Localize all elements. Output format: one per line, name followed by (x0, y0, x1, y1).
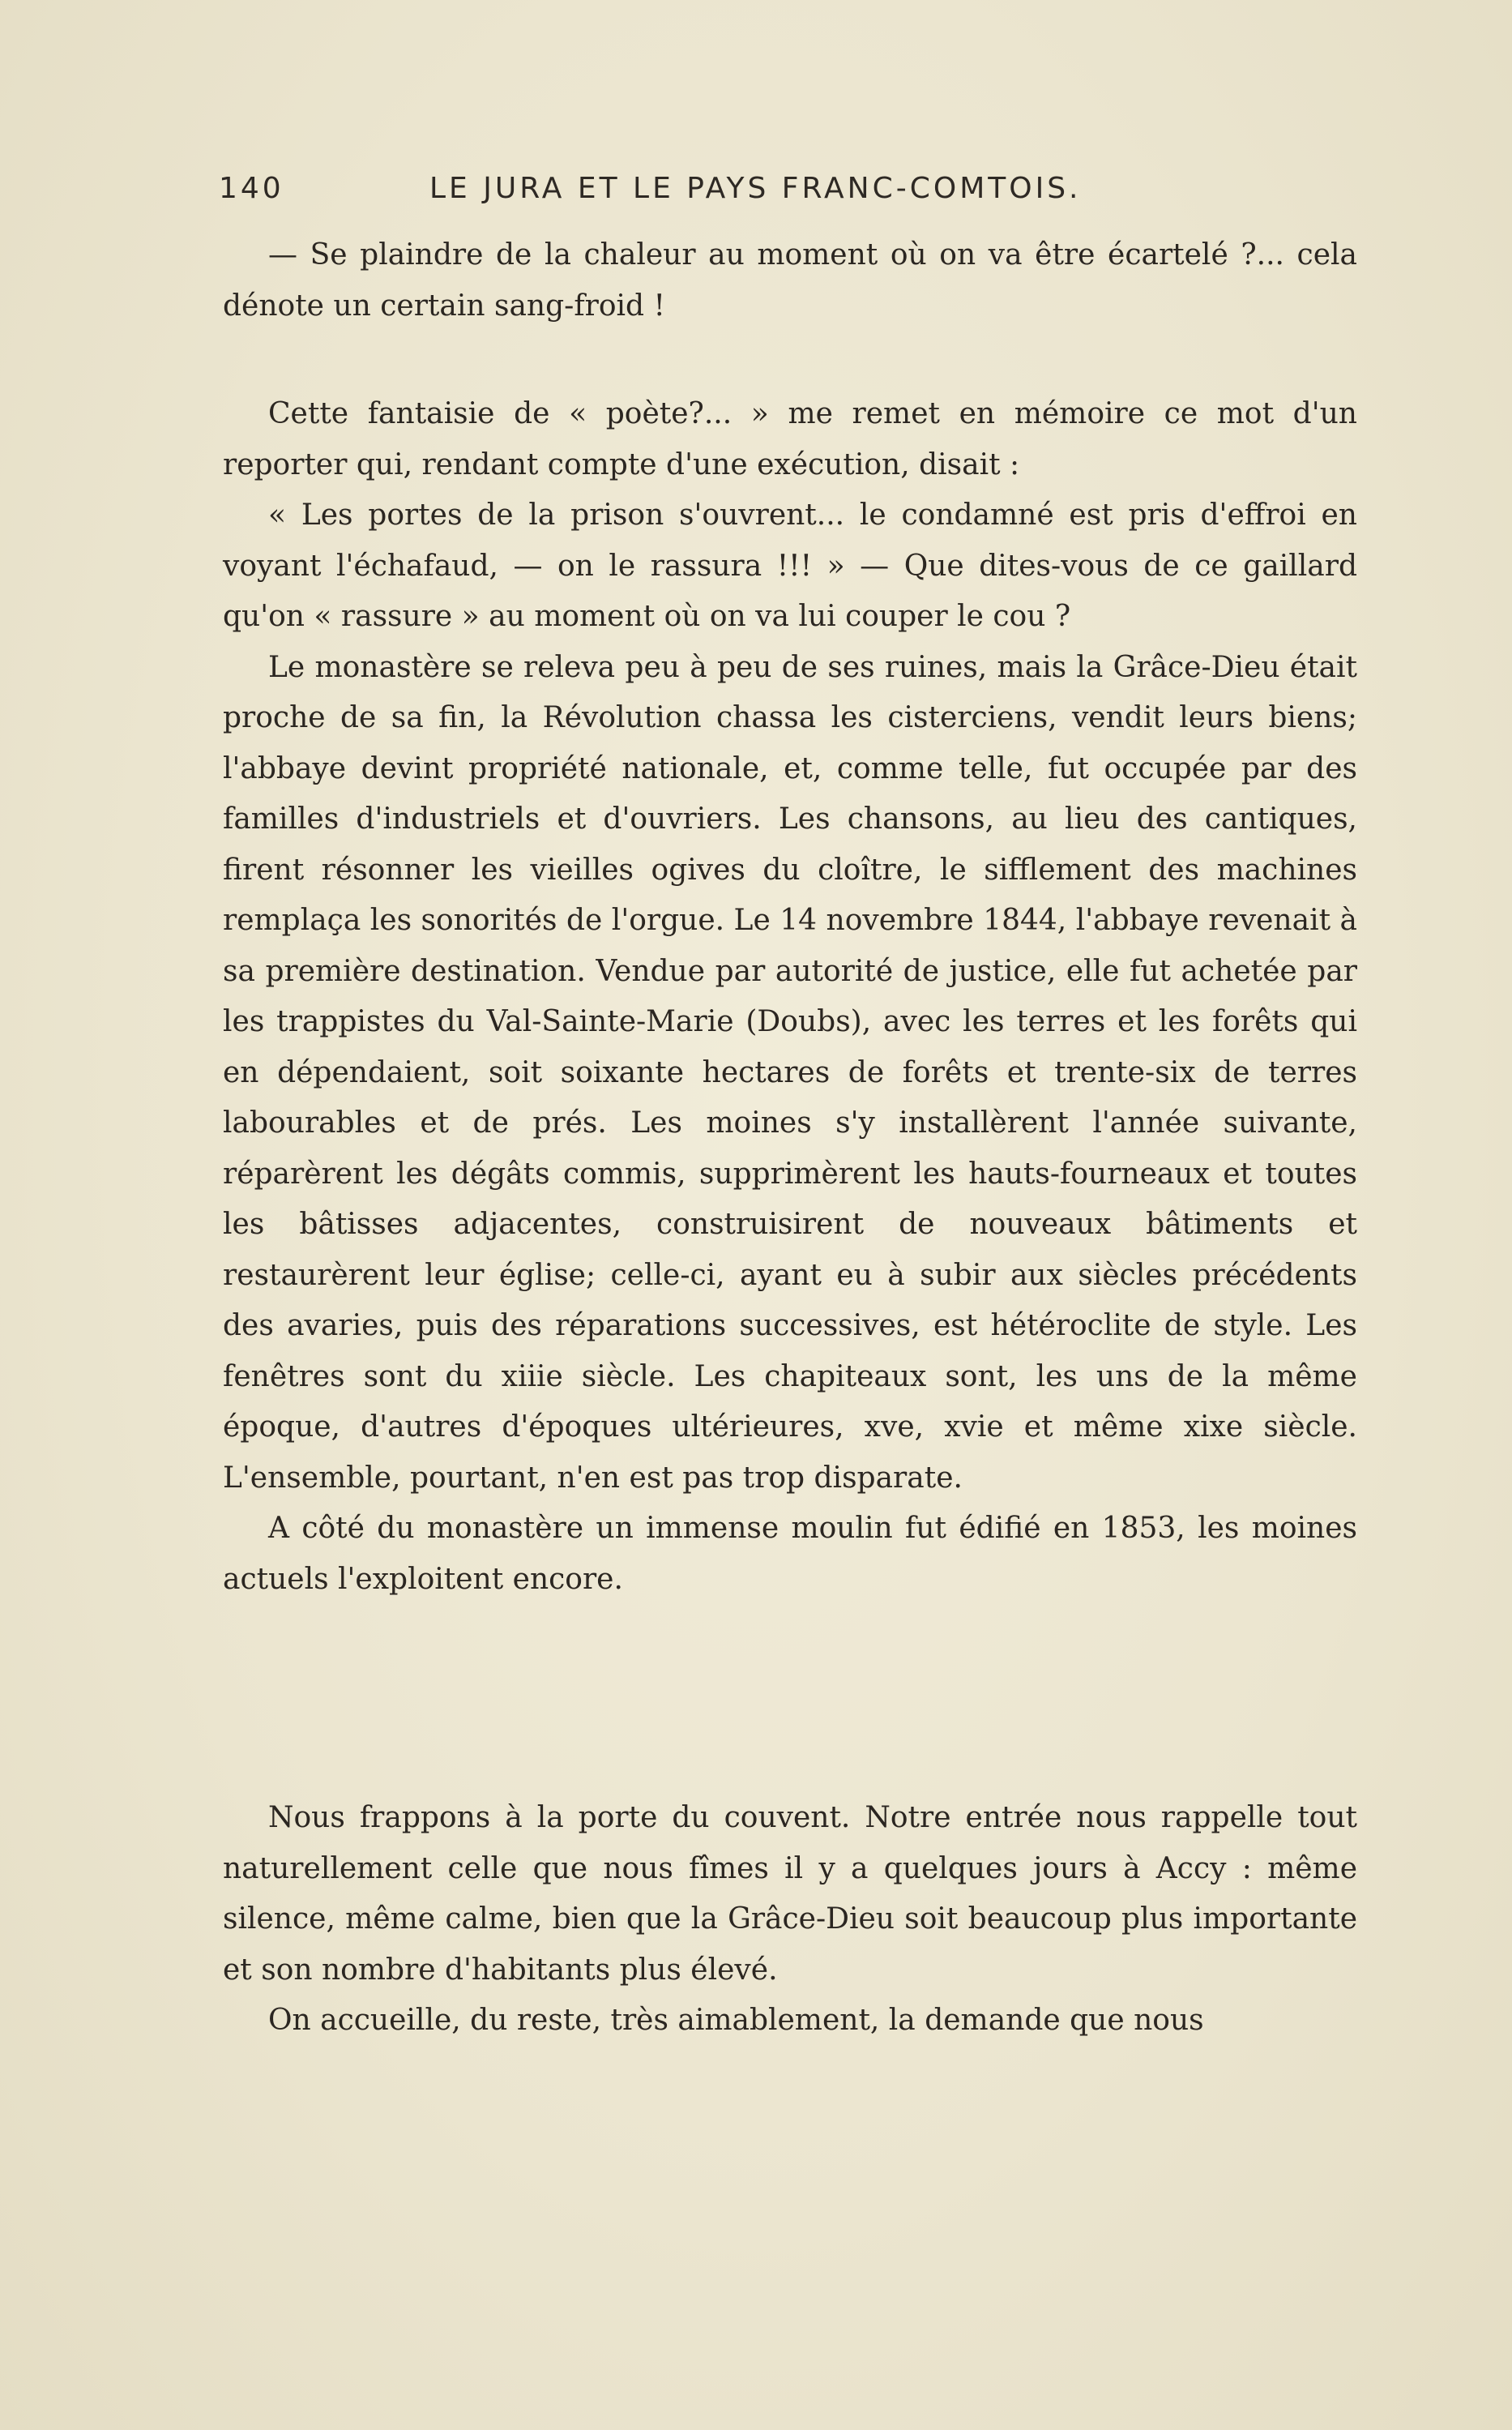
paragraph: On accueille, du reste, très aimablement, la demande que nous (268, 2004, 1204, 2037)
paragraph: A côté du monastère un immense moulin fut édifié en 1853, les moines actuels l'exploitent encore. (223, 1512, 1357, 1596)
page-header (219, 172, 1369, 220)
paragraph: Le monastère se releva peu à peu de ses ruines, mais la Grâce-Dieu était proche de sa fin, la Révolution chassa les cisterciens, vendit leurs biens; l'abbaye devint propriété nationale, et, comme telle, fut occupée par des familles d'industriels et d'ouvriers. Les chansons, au lieu des cantiques, firent résonner les vieilles ogives du cloître, le sifflement des machines remplaça les sonorités de l'orgue. Le 14 novembre 1844, l'abbaye revenait à sa première destination. Vendue par autorité de justice, elle fut achetée par les trappistes du Val-Sainte-Marie (Doubs), avec les terres et les forêts qui en dépendaient, soit soixante hectares de forêts et trente-six de terres labourables et de prés. Les moines s'y installèrent l'année suivante, réparèrent les dégâts commis, supprimèrent les hauts-fourneaux et toutes les bâtisses adjacentes, construisirent de nouveaux bâtiments et restaurèrent leur église; celle-ci, ayant eu à subir aux siècles précédents des avaries, puis des réparations successives, est hétéroclite de style. Les fenêtres sont du xiiie siècle. Les chapiteaux sont, les uns de la même époque, d'autres d'époques ultérieures, xve, xvie et même xixe siècle. L'ensemble, pourtant, n'en est pas trop disparate. (223, 650, 1357, 1495)
paragraph: « Les portes de la prison s'ouvrent... le condamné est pris d'effroi en voyant l'échafaud, — on le rassura !!! » — Que dites-vous de ce gaillard qu'on « rassure » au moment où on va lui couper le cou ? (223, 498, 1357, 633)
text-block-2 (223, 389, 1357, 1605)
page-number: 140 (219, 172, 284, 205)
paragraph: Cette fantaisie de « poète?... » me remet en mémoire ce mot d'un reporter qui, rendant compte d'une exécution, disait : (223, 397, 1357, 481)
text-block-3 (223, 1793, 1357, 2047)
paragraph: Nous frappons à la porte du couvent. Notre entrée nous rappelle tout naturellement celle que nous fîmes il y a quelques jours à Accy : même silence, même calme, bien que la Grâce-Dieu soit beaucoup plus importante et son nombre d'habitants plus élevé. (223, 1801, 1357, 1987)
paragraph: — Se plaindre de la chaleur au moment où on va être écartelé ?... cela dénote un certain sang-froid ! (223, 238, 1357, 323)
text-block-1 (223, 230, 1357, 332)
running-title: LE JURA ET LE PAYS FRANC-COMTOIS. (429, 172, 1082, 205)
